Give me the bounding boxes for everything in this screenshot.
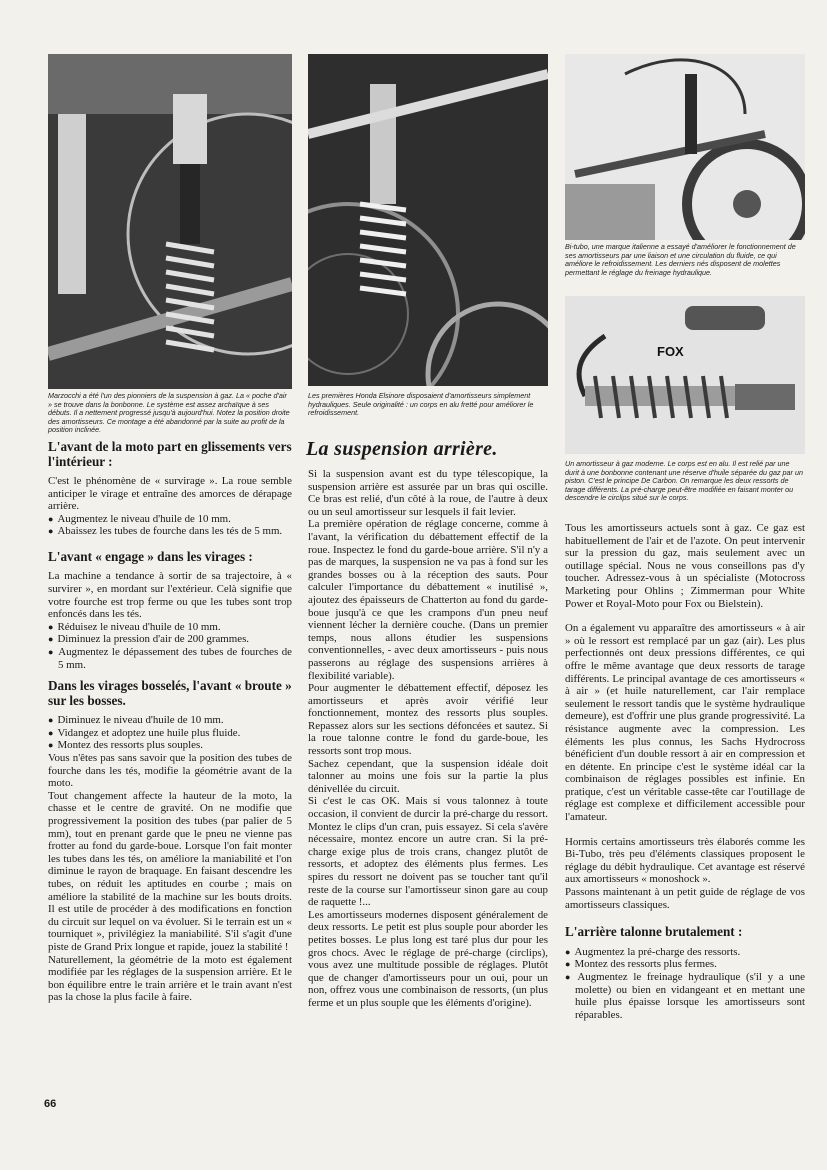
photo-marzocchi-caption: Marzocchi a été l'un des pionniers de la suspension à gaz. La « poche d'air » se trouve dans la bonbonne. Le système est assez archaïque à ses débuts. Il a nettement progressé jusqu'à aujourd'hui. Notez la position droite des amortisseurs. Ce montage a été abandonné par la suite au profit de la position inclinée. (48, 391, 290, 435)
page-number: 66 (44, 1098, 57, 1110)
list-item: ● Réduisez le niveau d'huile de 10 mm. (48, 621, 292, 634)
list-item: ● Abaissez les tubes de fourche dans les tés de 5 mm. (48, 525, 292, 538)
list-item: ● Augmentez le dépassement des tubes de fourches de 5 mm. (48, 646, 292, 671)
list-item: ● Augmentez la pré-charge des ressorts. (565, 946, 805, 959)
heading-virages-bosseles: Dans les virages bosselés, l'avant « broute » sur les bosses. (48, 678, 292, 708)
fox-logo: FOX (657, 344, 684, 359)
list-item: ● Augmentez le freinage hydraulique (s'il y a une molette) ou bien en vidangeant et en mettant une huile plus épaisse lorsque les amortisseurs sont réparables. (565, 971, 805, 1021)
paragraph: La machine a tendance à sortir de sa trajectoire, à « survirer », en mordant sur l'extérieur. Celà signifie que votre fourche est trop ferme ou que les tubes sont trop enfoncés dans les tés. (48, 570, 292, 621)
photo-fox-shock (565, 296, 805, 454)
paragraph: La première opération de réglage concerne, comme à l'avant, la vérification du débattement effectif de la roue. Inspectez le fond du garde-boue arrière. S'il n'y a pas de marques, la suspension ne va pas à fond sur les grandes bosses ou à la réception des sauts. Pour calculer l'importance du débattement « inutilisé », ajoutez des épaisseurs de Chatterton au fond du garde-boue jusqu'à ce que les crampons d'un pneu neuf viennent lécher la dernière couche. (Dans un premier temps, nous allons étudier les suspensions conventionnelles, - avec deux amortisseurs - puis nous passerons au réglage des suspensions arrières à flexibilité variable). (308, 518, 548, 682)
photo-honda-elsinore (308, 54, 548, 386)
heading-arriere-talonne: L'arrière talonne brutalement : (565, 924, 743, 940)
list-item: ● Vidangez et adoptez une huile plus fluide. (48, 727, 292, 740)
photo-bitubo-bike (565, 54, 805, 240)
article-title: La suspension arrière. (306, 438, 498, 460)
paragraph: C'est le phénomène de « survirage ». La roue semble anticiper le virage et entraîne des amorces de dérapage arrière. (48, 475, 292, 513)
paragraph: Pour augmenter le débattement effectif, déposez les amortisseurs et après avoir vérifié leur fonctionnement, montez des ressorts plus souples. Repassez alors sur les sections défoncées et sautez. Si la roue talonne contre le fond du garde-boue, les ressorts sont trop mous. (308, 682, 548, 758)
paragraph: Vous n'êtes pas sans savoir que la position des tubes de fourche dans les tés, modifie la géométrie avant de la moto. (48, 752, 292, 790)
heading-glissements: L'avant de la moto part en glissements vers l'intérieur : (48, 439, 292, 469)
list-item: ● Diminuez la pression d'air de 200 grammes. (48, 633, 292, 646)
paragraph: Sachez cependant, que la suspension idéale doit talonner au moins une fois sur la partie la plus dénivellée du circuit. (308, 757, 548, 795)
paragraph: Tous les amortisseurs actuels sont à gaz. Ce gaz est habituellement de l'air et de l'azote. On peut intervenir sur la pression du gaz, mais seulement avec un outillage spécial. Nous ne vous conseillons pas d'y toucher. Adressez-vous à un spécialiste (Motocross Marketing pour Ohlins ; Zimmerman pour White Power et Royal-Moto pour Fox ou Bielstein). (565, 522, 805, 610)
heading-engage: L'avant « engage » dans les virages : (48, 548, 253, 564)
paragraph: Passons maintenant à un petit guide de réglage de vos amortisseurs classiques. (565, 886, 805, 911)
list-item: ● Montez des ressorts plus souples. (48, 739, 292, 752)
list-item: ● Diminuez le niveau d'huile de 10 mm. (48, 714, 292, 727)
paragraph: Hormis certains amortisseurs très élaborés comme les Bi-Tubo, très peu d'éléments classiques proposent le réglage du débit hydraulique. Cet avantage est réservé aux amortisseurs « monoshock ». (565, 835, 805, 886)
paragraph: Tout changement affecte la hauteur de la moto, la chasse et le centre de gravité. On ne modifie que progressivement la position des tubes (par palier de 5 mm), tout en prenant garde que le pneu ne vienne pas frotter au fond du garde-boue. Lorsque l'on fait monter les tubes dans les tés, on améliore la maniabilité et l'on diminue le rayon de braquage. En faisant descendre les tubes, on réduit les aptitudes en courbe ; mais on améliore la stabilité de la machine sur les bouts droits. Il est utile de procéder à des modifications en fonction du circuit sur lequel on va évoluer. Si le terrain est un « tourniquet », privilégiez la maniabilité. S'il s'agit d'une piste de Grand Prix longue et rapide, jouez la stabilité ! (48, 789, 292, 953)
paragraph: On a également vu apparaître des amortisseurs « à air » où le ressort est remplacé par un gaz (air). Les plus perfectionnés ont deux pressions différentes, ce qui offre le même avantage que deux ressorts de tarage différents. Le principal avantage de ces amortisseurs « à air » (et huile naturellement, car l'air remplace seulement le ressort tandis que le système hydraulique demeure), est d'offrir une plus grande progressivité. La résistance augmente avec la compression. Les éléments les plus connus, les Sachs Hydrocross bénéficient d'un double ressort à air en compression et en détente. En principe c'est le système idéal car la combinaison de réglages possibles est infinie. En pratique, c'est un véritable casse-tête car l'outillage de réglage est complexe et difficilement accessible pour l'amateur. (565, 622, 805, 824)
paragraph: Naturellement, la géométrie de la moto est également modifiée par les réglages de la suspension arrière. Et le bon équilibre entre le train arrière et le train avant n'est pas la chose la plus facile à faire. (48, 953, 292, 1004)
paragraph: Si la suspension avant est du type télescopique, la suspension arrière est assurée par un bras qui oscille. Ce bras est relié, d'un côté à la roue, de l'autre à deux ou un seul amortisseur sur lesquels il fait levier. (308, 468, 548, 518)
list-item: ● Augmentez le niveau d'huile de 10 mm. (48, 513, 292, 526)
photo-bitubo-caption: Bi-tubo, une marque italienne a essayé d'améliorer le fonctionnement de ses amortisseurs par une liaison et une circulation du fluide, ce qui améliore le refroidissement. Les derniers nés disposent de molettes permettant le réglage du freinage hydraulique. (565, 242, 796, 277)
left-column (48, 440, 292, 1004)
photo-honda-caption: Les premières Honda Elsinore disposaient d'amortisseurs simplement hydrauliques. Seule originalité : un corps en alu fretté pour améliorer le refroidissement. (308, 391, 534, 418)
photo-marzocchi-shock (48, 54, 292, 389)
list-item: ● Montez des ressorts plus fermes. (565, 958, 805, 971)
middle-column (308, 468, 548, 1010)
paragraph: Les amortisseurs modernes disposent généralement de deux ressorts. Le petit est plus souple pour aborder les petites bosses. Le plus long est taré plus dur pour les gros chocs. Avec le réglage de pré-charge (circlips), vous avez une multitude possible de réglages. Plutôt que de changer d'amortisseurs pour un oui, pour un non, offrez vous une combinaison de ressorts, (un plus ferme et un plus souple que les éléments d'origine). (308, 908, 548, 1009)
photo-fox-caption: Un amortisseur à gaz moderne. Le corps est en alu. Il est relié par une durit à une bonbonne contenant une réserve d'huile séparée du gaz par un piston. C'est le principe De Carbon. On remarque les deux ressorts de tarage différents. La pré-charge peut-être modifiée en faisant monter ou descendre le circlips situé sur le corps. (565, 459, 803, 503)
right-column (565, 522, 805, 1021)
paragraph: Si c'est le cas OK. Mais si vous talonnez à toute occasion, il convient de durcir la pré-charge du ressort. Montez le clips d'un cran, puis essayez. Si cela s'avère nécessaire, montez encore un autre cran. Si la pré-charge exige plus de trois crans, changez plutôt de ressorts, et adoptez des éléments plus fermes. Les spires du ressort ne doivent pas se toucher tant qu'il reste de la course sur l'amortisseur sinon gare au coup de raquette !... (308, 795, 548, 909)
